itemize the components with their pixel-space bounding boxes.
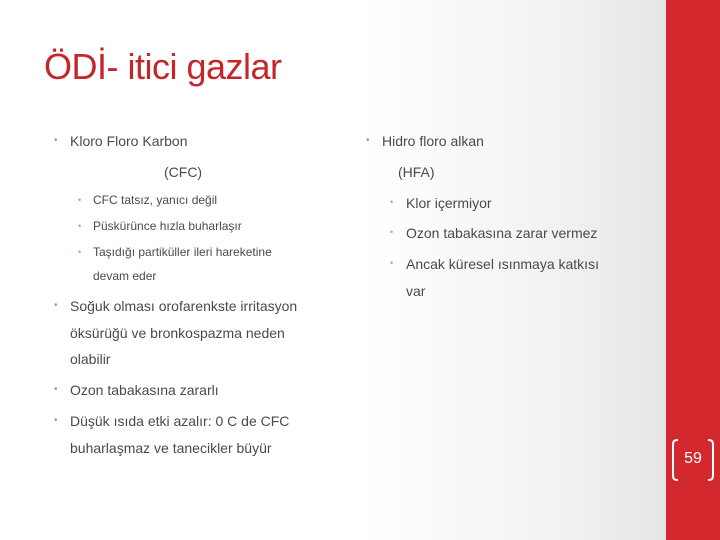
bullet-icon: • [54,384,58,395]
left-item-continuation: buharlaşmaz ve tanecikler büyür [70,440,272,456]
right-sub-item: Ancak küresel ısınmaya katkısı [406,256,599,272]
bullet-icon: • [54,415,58,426]
bullet-icon: • [78,195,82,205]
right-sub-item-continuation: var [406,283,426,299]
left-sub-item: Taşıdığı partiküller ileri hareketine [93,245,272,259]
bullet-icon: • [54,135,58,146]
page-number: 59 [684,450,702,467]
bullet-icon: • [390,227,394,237]
left-sub-item: Püskürünce hızla buharlaşır [93,219,242,233]
left-heading-abbr: (CFC) [164,164,203,180]
left-item-continuation: olabilir [70,351,111,367]
left-sub-item-continuation: devam eder [93,269,157,283]
left-item: Ozon tabakasına zararlı [70,382,219,398]
left-heading: Kloro Floro Karbon [70,133,188,149]
right-heading: Hidro floro alkan [382,133,484,149]
bullet-icon: • [78,247,82,257]
left-item: Düşük ısıda etki azalır: 0 C de CFC [70,413,290,429]
slide-title: ÖDİ- itici gazlar [44,46,282,87]
bullet-icon: • [366,135,370,146]
left-item-continuation: öksürüğü ve bronkospazma neden [70,325,285,341]
left-item: Soğuk olması orofarenkste irritasyon [70,298,298,314]
page-number-badge [670,438,716,482]
bullet-icon: • [78,221,82,231]
right-sub-item: Ozon tabakasına zarar vermez [406,225,598,241]
bullet-icon: • [390,197,394,207]
bullet-icon: • [390,258,394,268]
bullet-icon: • [54,300,58,311]
left-sub-item: CFC tatsız, yanıcı değil [93,193,218,207]
right-heading-abbr: (HFA) [398,164,435,180]
right-sub-item: Klor içermiyor [406,195,492,211]
